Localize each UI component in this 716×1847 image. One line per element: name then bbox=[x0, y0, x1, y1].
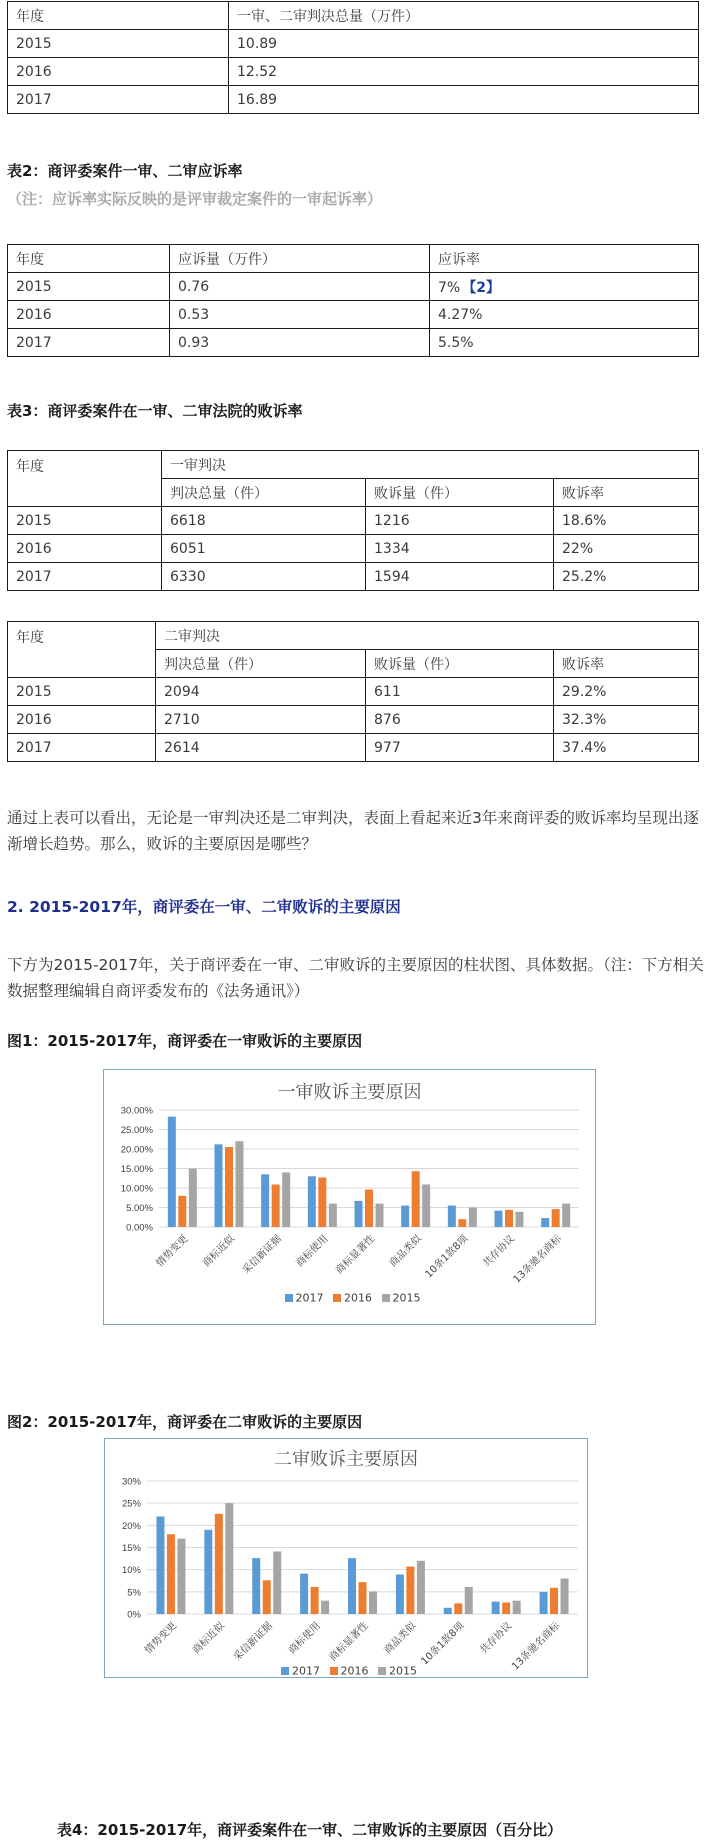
legend-label: 2016 bbox=[344, 1291, 372, 1305]
table-3-title: 表3：商评委案件在一审、二审法院的败诉率 bbox=[7, 402, 303, 420]
table-1-judgment-totals bbox=[7, 1, 699, 114]
bar-2017 bbox=[168, 1117, 176, 1227]
value-cell: 6618 bbox=[162, 507, 366, 535]
bar-2015 bbox=[561, 1579, 569, 1614]
value-cell: 1334 bbox=[366, 535, 554, 563]
x-category-label: 商品类似 bbox=[387, 1233, 424, 1270]
table-header-row bbox=[8, 622, 699, 650]
figure-1-caption: 图1：2015-2017年，商评委在一审败诉的主要原因 bbox=[7, 1032, 363, 1050]
bar-2016 bbox=[552, 1209, 560, 1227]
bar-2015 bbox=[225, 1503, 233, 1614]
year-cell: 2016 bbox=[8, 706, 156, 734]
bar-2016 bbox=[178, 1196, 186, 1227]
year-cell: 2015 bbox=[8, 678, 156, 706]
year-cell: 2016 bbox=[8, 58, 229, 86]
bar-2015 bbox=[321, 1601, 329, 1614]
bar-2016 bbox=[272, 1184, 280, 1227]
x-category-label: 商标使用 bbox=[286, 1620, 323, 1657]
header-cell-year: 年度 bbox=[8, 451, 162, 507]
x-category-label: 共存协议 bbox=[481, 1233, 518, 1270]
bar-2015 bbox=[513, 1601, 521, 1614]
table-2-note: （注：应诉率实际反映的是评审裁定案件的一审起诉率） bbox=[7, 190, 383, 208]
bar-2017 bbox=[308, 1176, 316, 1227]
legend-swatch-2015 bbox=[378, 1667, 386, 1675]
bar-2017 bbox=[215, 1144, 223, 1227]
table-header-row bbox=[8, 451, 699, 479]
x-category-label: 情势变更 bbox=[154, 1233, 191, 1270]
rate-cell: 18.6% bbox=[554, 507, 699, 535]
year-cell: 2017 bbox=[8, 563, 162, 591]
bar-2017 bbox=[541, 1218, 549, 1227]
chart-legend bbox=[104, 1291, 595, 1305]
y-tick-label: 5% bbox=[127, 1587, 141, 1599]
header-cell: 判决总量（件） bbox=[156, 650, 366, 678]
value-cell: 876 bbox=[366, 706, 554, 734]
value-cell: 2710 bbox=[156, 706, 366, 734]
value-cell: 0.76 bbox=[170, 273, 430, 301]
bar-2016 bbox=[215, 1514, 223, 1614]
legend-swatch-2016 bbox=[333, 1294, 341, 1302]
bar-2016 bbox=[406, 1567, 414, 1614]
bar-2016 bbox=[365, 1190, 373, 1227]
bar-2017 bbox=[156, 1516, 164, 1614]
table-row bbox=[8, 563, 699, 591]
year-cell: 2017 bbox=[8, 734, 156, 762]
bar-2016 bbox=[502, 1602, 510, 1614]
x-category-label: 采信新证据 bbox=[231, 1620, 275, 1664]
x-category-label: 共存协议 bbox=[478, 1620, 515, 1657]
rate-cell: 25.2% bbox=[554, 563, 699, 591]
bar-2017 bbox=[401, 1206, 409, 1227]
y-tick-label: 30% bbox=[121, 1476, 141, 1488]
legend-swatch-2015 bbox=[382, 1294, 390, 1302]
year-cell: 2016 bbox=[8, 535, 162, 563]
x-category-label: 10条1款8项 bbox=[419, 1620, 467, 1668]
x-category-label: 10条1款8项 bbox=[423, 1233, 471, 1281]
bar-2015 bbox=[273, 1551, 281, 1614]
y-tick-label: 15% bbox=[121, 1543, 141, 1554]
bar-2017 bbox=[396, 1575, 404, 1614]
value-cell: 1216 bbox=[366, 507, 554, 535]
value-cell: 0.53 bbox=[170, 301, 430, 329]
legend-label: 2016 bbox=[340, 1664, 369, 1678]
x-category-label: 采信新证据 bbox=[240, 1233, 284, 1277]
value-cell: 16.89 bbox=[229, 86, 699, 114]
table-row bbox=[8, 535, 699, 563]
bar-2015 bbox=[369, 1591, 377, 1614]
bar-2016 bbox=[225, 1147, 233, 1227]
header-cell: 年度 bbox=[8, 2, 229, 30]
rate-cell: 29.2% bbox=[554, 678, 699, 706]
table-row bbox=[8, 86, 699, 114]
table-row bbox=[8, 273, 699, 301]
y-tick-label: 0% bbox=[127, 1609, 141, 1621]
header-cell: 一审、二审判决总量（万件） bbox=[229, 2, 699, 30]
header-cell: 年度 bbox=[8, 245, 170, 273]
value-cell: 977 bbox=[366, 734, 554, 762]
x-category-label: 商标近似 bbox=[201, 1233, 238, 1270]
bar-2016 bbox=[311, 1587, 319, 1614]
y-tick-label: 0.00% bbox=[126, 1222, 153, 1234]
y-tick-label: 25% bbox=[121, 1498, 141, 1510]
header-cell: 败诉量（件） bbox=[366, 650, 554, 678]
x-category-label: 商标使用 bbox=[294, 1233, 331, 1270]
y-tick-label: 15.00% bbox=[120, 1164, 153, 1175]
bar-2016 bbox=[550, 1588, 558, 1614]
legend-swatch-2016 bbox=[330, 1667, 338, 1675]
y-tick-label: 10% bbox=[121, 1565, 141, 1577]
rate-cell: 22% bbox=[554, 535, 699, 563]
year-cell: 2015 bbox=[8, 30, 229, 58]
chart-title: 二审败诉主要原因 bbox=[274, 1449, 418, 1470]
legend-label: 2015 bbox=[389, 1664, 417, 1678]
table-row bbox=[8, 734, 699, 762]
bar-chart-plot bbox=[104, 1070, 597, 1326]
bar-2017 bbox=[355, 1201, 363, 1227]
table-row bbox=[8, 30, 699, 58]
bar-2017 bbox=[300, 1574, 308, 1614]
bar-2017 bbox=[204, 1530, 212, 1614]
chart-legend bbox=[105, 1664, 587, 1678]
intro-paragraph: 下方为2015-2017年，关于商评委在一审、二审败诉的主要原因的柱状图、具体数据。（注：下方相关数据整理编辑自商评委发布的《法务通讯》） bbox=[7, 956, 704, 1000]
analysis-paragraph: 通过上表可以看出，无论是一审判决还是二审判决，表面上看起来近3年来商评委的败诉率均呈现出逐渐增长趋势。那么，败诉的主要原因是哪些？ bbox=[7, 809, 699, 853]
header-cell: 败诉率 bbox=[554, 479, 699, 507]
value-cell: 12.52 bbox=[229, 58, 699, 86]
year-cell: 2015 bbox=[8, 507, 162, 535]
table-row bbox=[8, 706, 699, 734]
y-tick-label: 20.00% bbox=[120, 1144, 153, 1156]
table-row bbox=[8, 507, 699, 535]
bar-2015 bbox=[417, 1561, 425, 1614]
x-category-label: 情势变更 bbox=[143, 1620, 180, 1657]
rate-cell: 32.3% bbox=[554, 706, 699, 734]
bar-2016 bbox=[167, 1534, 175, 1614]
year-cell: 2017 bbox=[8, 329, 170, 357]
rate-cell: 37.4% bbox=[554, 734, 699, 762]
bar-2015 bbox=[469, 1208, 477, 1228]
chart-second-instance bbox=[104, 1438, 588, 1678]
table-4-caption: 表4：2015-2017年，商评委案件在一审、二审败诉的主要原因（百分比） bbox=[57, 1821, 563, 1839]
year-cell: 2016 bbox=[8, 301, 170, 329]
x-category-label: 13条驰名商标 bbox=[511, 1233, 564, 1286]
footnote-reference-link[interactable]: 【2】 bbox=[462, 279, 500, 296]
y-tick-label: 20% bbox=[121, 1520, 141, 1532]
rate-value: 7% bbox=[438, 279, 461, 296]
header-cell: 败诉量（件） bbox=[366, 479, 554, 507]
legend-swatch-2017 bbox=[285, 1294, 293, 1302]
header-cell: 败诉率 bbox=[554, 650, 699, 678]
bar-2015 bbox=[376, 1204, 384, 1227]
header-cell-group: 一审判决 bbox=[162, 451, 699, 479]
legend-swatch-2017 bbox=[281, 1667, 289, 1675]
table-3a-first-instance bbox=[7, 450, 699, 591]
value-cell: 0.93 bbox=[170, 329, 430, 357]
bar-2016 bbox=[318, 1177, 326, 1227]
bar-2015 bbox=[282, 1172, 290, 1227]
bar-2016 bbox=[412, 1171, 420, 1227]
bar-2016 bbox=[454, 1603, 462, 1614]
value-cell: 1594 bbox=[366, 563, 554, 591]
rate-cell bbox=[430, 273, 699, 301]
bar-2015 bbox=[562, 1204, 570, 1227]
y-tick-label: 30.00% bbox=[120, 1105, 153, 1117]
header-cell: 应诉率 bbox=[430, 245, 699, 273]
table-row bbox=[8, 58, 699, 86]
table-2-title: 表2：商评委案件一审、二审应诉率 bbox=[7, 162, 243, 180]
bar-2017 bbox=[444, 1608, 452, 1614]
bar-2017 bbox=[540, 1592, 548, 1614]
figure-2-caption: 图2：2015-2017年，商评委在二审败诉的主要原因 bbox=[7, 1413, 363, 1431]
bar-2016 bbox=[458, 1219, 466, 1227]
bar-2015 bbox=[329, 1204, 337, 1227]
legend-label: 2017 bbox=[295, 1291, 324, 1305]
bar-2016 bbox=[505, 1210, 513, 1227]
x-category-label: 13条驰名商标 bbox=[510, 1620, 563, 1673]
table-header-row bbox=[8, 245, 699, 273]
legend-label: 2015 bbox=[392, 1291, 421, 1305]
bar-chart-plot bbox=[105, 1439, 589, 1679]
x-category-label: 商标近似 bbox=[190, 1620, 227, 1657]
x-category-label: 商标显著性 bbox=[327, 1620, 371, 1664]
bar-2016 bbox=[359, 1582, 367, 1614]
bar-2017 bbox=[348, 1558, 356, 1614]
y-tick-label: 5.00% bbox=[126, 1203, 153, 1214]
bar-2017 bbox=[492, 1602, 500, 1614]
bar-2017 bbox=[261, 1174, 269, 1227]
x-category-label: 商标显著性 bbox=[333, 1233, 378, 1277]
header-cell: 判决总量（件） bbox=[162, 479, 366, 507]
header-cell: 应诉量（万件） bbox=[170, 245, 430, 273]
table-3b-second-instance bbox=[7, 621, 699, 762]
table-row bbox=[8, 678, 699, 706]
rate-cell: 5.5% bbox=[430, 329, 699, 357]
value-cell: 2614 bbox=[156, 734, 366, 762]
bar-2017 bbox=[495, 1211, 503, 1227]
chart-title: 一审败诉主要原因 bbox=[277, 1082, 422, 1103]
bar-2015 bbox=[236, 1141, 244, 1227]
table-2-appeal-rate bbox=[7, 244, 699, 357]
bar-2016 bbox=[263, 1580, 271, 1614]
value-cell: 6051 bbox=[162, 535, 366, 563]
bar-2015 bbox=[516, 1212, 524, 1227]
value-cell: 6330 bbox=[162, 563, 366, 591]
bar-2017 bbox=[252, 1558, 260, 1614]
y-tick-label: 10.00% bbox=[120, 1183, 153, 1195]
header-cell-group: 二审判决 bbox=[156, 622, 699, 650]
bar-2015 bbox=[189, 1169, 197, 1228]
bar-2017 bbox=[448, 1206, 456, 1227]
bar-2015 bbox=[177, 1539, 185, 1614]
header-cell-year: 年度 bbox=[8, 622, 156, 678]
year-cell: 2017 bbox=[8, 86, 229, 114]
value-cell: 10.89 bbox=[229, 30, 699, 58]
table-header-row bbox=[8, 2, 699, 30]
value-cell: 2094 bbox=[156, 678, 366, 706]
x-category-label: 商品类似 bbox=[382, 1620, 419, 1657]
legend-label: 2017 bbox=[292, 1664, 320, 1678]
year-cell: 2015 bbox=[8, 273, 170, 301]
chart-first-instance bbox=[103, 1069, 596, 1325]
table-row bbox=[8, 329, 699, 357]
bar-2015 bbox=[465, 1587, 473, 1614]
bar-2015 bbox=[422, 1184, 430, 1227]
table-row bbox=[8, 301, 699, 329]
value-cell: 611 bbox=[366, 678, 554, 706]
section-2-title: 2. 2015-2017年，商评委在一审、二审败诉的主要原因 bbox=[7, 898, 401, 916]
y-tick-label: 25.00% bbox=[120, 1125, 153, 1136]
rate-cell: 4.27% bbox=[430, 301, 699, 329]
